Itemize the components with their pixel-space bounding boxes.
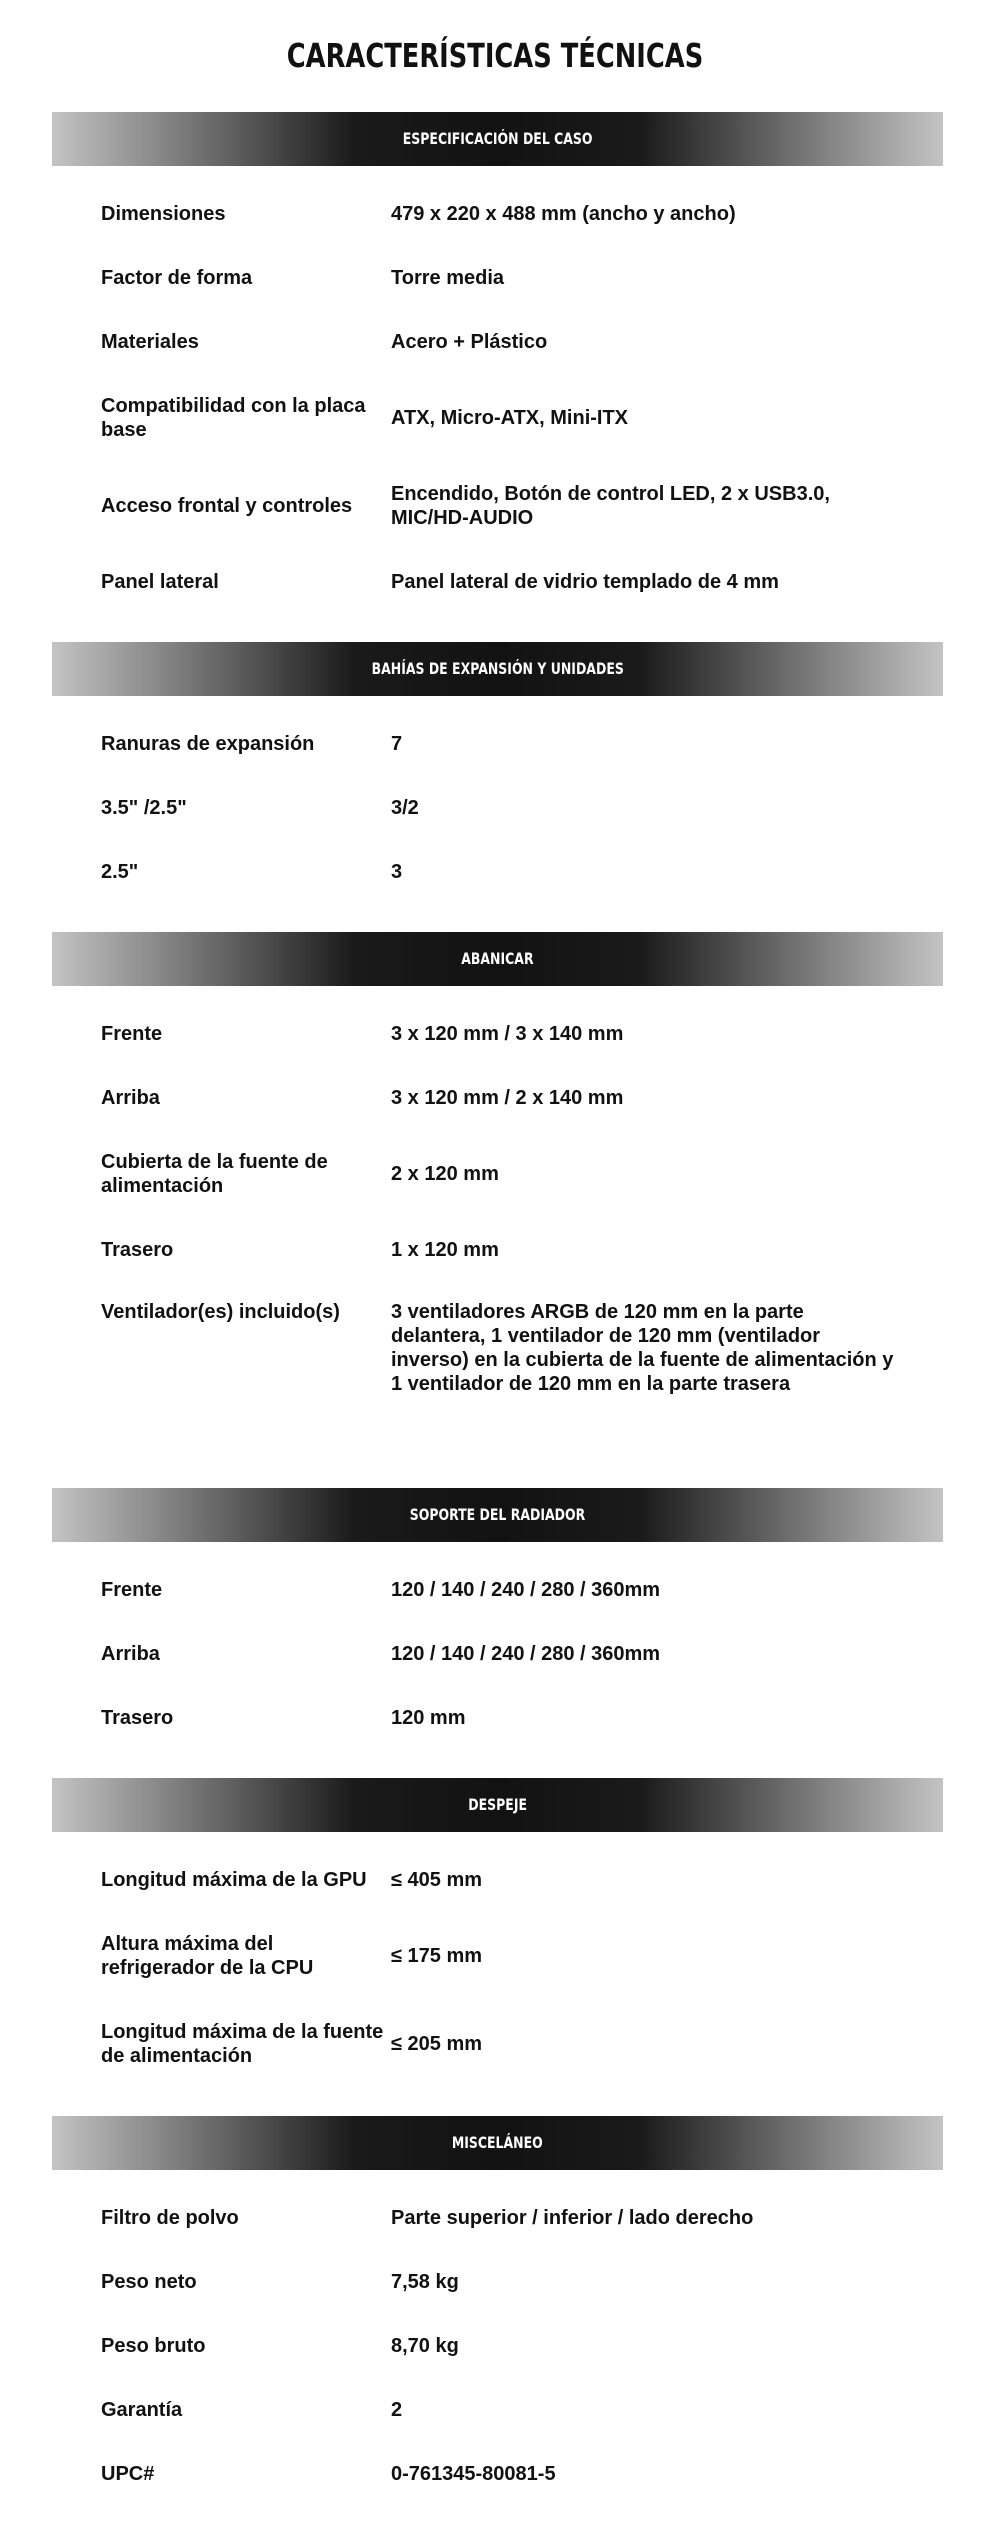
section-clearance	[52, 1778, 943, 2088]
spec-value: ≤ 175 mm	[391, 1945, 483, 1967]
spec-label: Garantía	[101, 2399, 183, 2421]
spec-label: Filtro de polvo	[101, 2207, 239, 2229]
spec-value: 120 / 140 / 240 / 280 / 360mm	[391, 1579, 661, 1601]
spec-label: Frente	[101, 1579, 163, 1601]
spec-row	[52, 2186, 943, 2250]
spec-row	[52, 374, 943, 462]
spec-value: 3 x 120 mm / 2 x 140 mm	[391, 1087, 624, 1109]
spec-value: 3	[391, 861, 403, 883]
spec-value: 1 x 120 mm	[391, 1239, 499, 1261]
spec-row	[52, 1282, 943, 1460]
spec-value: Acero + Plástico	[391, 331, 548, 353]
page-title: CARACTERÍSTICAS TÉCNICAS	[286, 36, 704, 75]
spec-value: 7,58 kg	[391, 2271, 459, 2293]
section-expansion-bays	[52, 642, 943, 904]
spec-row	[52, 462, 943, 550]
spec-row	[52, 1848, 943, 1912]
spec-row	[52, 2314, 943, 2378]
spec-label: UPC#	[101, 2463, 155, 2485]
section-header: BAHÍAS DE EXPANSIÓN Y UNIDADES	[52, 642, 943, 696]
section-header: MISCELÁNEO	[52, 2116, 943, 2170]
spec-value: 3 x 120 mm / 3 x 140 mm	[391, 1023, 624, 1045]
spec-label: 3.5" /2.5"	[101, 797, 187, 819]
spec-value: Torre media	[391, 267, 504, 289]
spec-label: Compatibilidad con la placa base	[101, 395, 366, 441]
section-header: DESPEJE	[52, 1778, 943, 1832]
spec-value: 120 mm	[391, 1707, 466, 1729]
spec-value: ATX, Micro-ATX, Mini-ITX	[391, 407, 629, 429]
spec-label: 2.5"	[101, 861, 139, 883]
spec-label: Longitud máxima de la fuente de alimentación	[101, 2021, 384, 2067]
spec-label: Acceso frontal y controles	[101, 495, 353, 517]
spec-value: 120 / 140 / 240 / 280 / 360mm	[391, 1643, 661, 1665]
spec-value: 2 x 120 mm	[391, 1163, 499, 1185]
spec-value: Parte superior / inferior / lado derecho	[391, 2207, 754, 2229]
spec-row	[52, 840, 943, 904]
spec-row	[52, 776, 943, 840]
spec-label: Peso neto	[101, 2271, 197, 2293]
spec-label: Ventilador(es) incluido(s)	[101, 1301, 340, 1323]
spec-label: Longitud máxima de la GPU	[101, 1869, 367, 1891]
spec-row	[52, 182, 943, 246]
spec-row	[52, 1622, 943, 1686]
spec-row	[52, 1912, 943, 2000]
spec-value: 7	[391, 733, 403, 755]
section-misc	[52, 2116, 943, 2506]
spec-row	[52, 1066, 943, 1130]
spec-label: Frente	[101, 1023, 163, 1045]
section-radiator	[52, 1488, 943, 1750]
spec-label: Peso bruto	[101, 2335, 206, 2357]
spec-row	[52, 310, 943, 374]
spec-row	[52, 550, 943, 614]
spec-sections	[52, 112, 943, 2534]
spec-label: Arriba	[101, 1643, 160, 1665]
section-header: ESPECIFICACIÓN DEL CASO	[52, 112, 943, 166]
spec-label: Trasero	[101, 1707, 174, 1729]
spec-label: Factor de forma	[101, 267, 253, 289]
section-header: SOPORTE DEL RADIADOR	[52, 1488, 943, 1542]
spec-label: Materiales	[101, 331, 199, 353]
section-header: ABANICAR	[52, 932, 943, 986]
spec-value: ≤ 405 mm	[391, 1869, 483, 1891]
spec-row	[52, 1130, 943, 1218]
spec-value: 0-761345-80081-5	[391, 2463, 556, 2485]
spec-value: 3/2	[391, 797, 419, 819]
spec-row	[52, 1218, 943, 1282]
spec-value: 3 ventiladores ARGB de 120 mm en la parte delantera, 1 ventilador de 120 mm (ventilador inverso) en la cubierta de la fuente de alimentación y 1 ventilador de 120 mm en la parte trasera	[391, 1301, 894, 1395]
spec-value: Panel lateral de vidrio templado de 4 mm	[391, 571, 779, 593]
spec-row	[52, 712, 943, 776]
section-case-spec	[52, 112, 943, 614]
spec-label: Trasero	[101, 1239, 174, 1261]
spec-row	[52, 2378, 943, 2442]
spec-row	[52, 1002, 943, 1066]
spec-label: Panel lateral	[101, 571, 219, 593]
spec-row	[52, 1686, 943, 1750]
spec-value: 2	[391, 2399, 403, 2421]
spec-row	[52, 2442, 943, 2506]
section-fans	[52, 932, 943, 1460]
spec-label: Ranuras de expansión	[101, 733, 315, 755]
spec-value: ≤ 205 mm	[391, 2033, 483, 2055]
spec-label: Arriba	[101, 1087, 160, 1109]
spec-label: Dimensiones	[101, 203, 226, 225]
spec-label: Altura máxima del refrigerador de la CPU	[101, 1933, 314, 1979]
spec-label: Cubierta de la fuente de alimentación	[101, 1151, 328, 1197]
spec-row	[52, 2250, 943, 2314]
spec-row	[52, 246, 943, 310]
spec-row	[52, 2000, 943, 2088]
spec-row	[52, 1558, 943, 1622]
spec-value: Encendido, Botón de control LED, 2 x USB3.0, MIC/HD-AUDIO	[391, 483, 830, 529]
spec-value: 479 x 220 x 488 mm (ancho y ancho)	[391, 203, 736, 225]
spec-value: 8,70 kg	[391, 2335, 459, 2357]
